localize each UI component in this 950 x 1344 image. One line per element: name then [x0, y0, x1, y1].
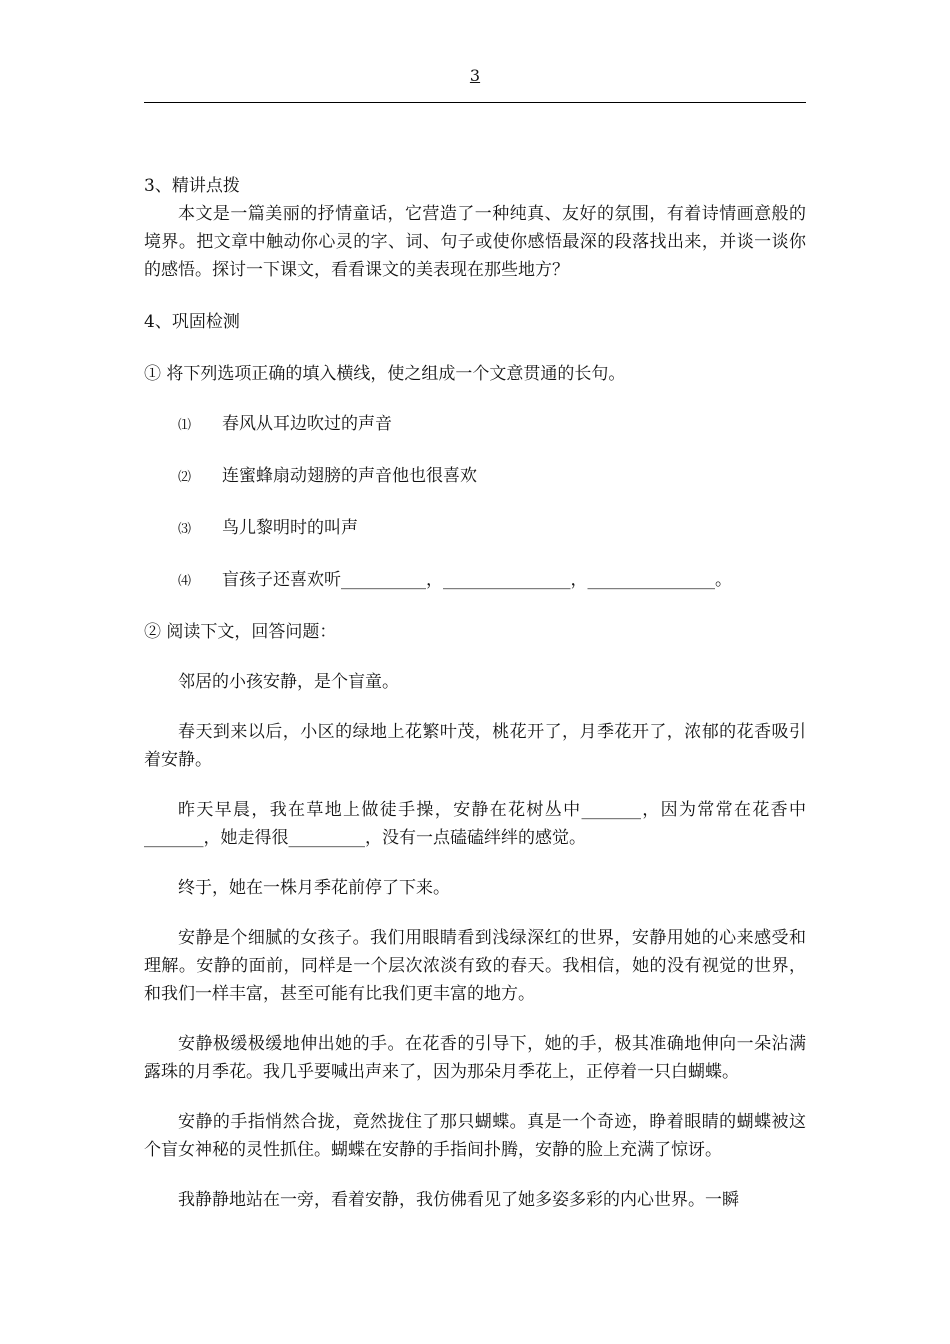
- option-text: 春风从耳边吹过的声音: [222, 414, 392, 434]
- option-text: 鸟儿黎明时的叫声: [222, 518, 358, 538]
- option-number: ⑴: [178, 418, 192, 433]
- option-item: [144, 410, 806, 440]
- question-2-intro: ② 阅读下文，回答问题：: [144, 622, 337, 642]
- section-3-paragraph: 本文是一篇美丽的抒情童话，它营造了一种纯真、友好的氛围，有着诗情画意般的境界。把文章中触动你心灵的字、词、句子或使你感悟最深的段落找出来，并谈一谈你的感悟。探讨一下课文，看看课文的美表现在那些地方？: [144, 204, 806, 280]
- passage-paragraph: 我静静地站在一旁，看着安静，我仿佛看见了她多姿多彩的内心世界。一瞬: [178, 1190, 739, 1210]
- passage-paragraph: 安静是个细腻的女孩子。我们用眼睛看到浅绿深红的世界，安静用她的心来感受和理解。安静的面前，同样是一个层次浓淡有致的春天。我相信，她的没有视觉的世界，和我们一样丰富，甚至可能有比我们更丰富的地方。: [144, 928, 806, 1004]
- passage-paragraph: 邻居的小孩安静，是个盲童。: [178, 672, 399, 692]
- header-rule: [144, 102, 806, 103]
- option-text: 盲孩子还喜欢听__________，_______________，_______________。: [222, 570, 732, 590]
- option-item: [144, 462, 806, 492]
- section-4-heading: 4、巩固检测: [144, 312, 240, 332]
- option-item: [144, 566, 806, 596]
- page-number-text: 3: [469, 66, 481, 85]
- option-number: ⑷: [178, 574, 192, 589]
- option-number: ⑵: [178, 470, 192, 485]
- passage-paragraph: 春天到来以后，小区的绿地上花繁叶茂，桃花开了，月季花开了，浓郁的花香吸引着安静。: [144, 722, 806, 770]
- passage-paragraph: 昨天早晨，我在草地上做徒手操，安静在花树丛中_______，因为常常在花香中_______，她走得很_________，没有一点磕磕绊绊的感觉。: [144, 800, 806, 848]
- option-item: [144, 514, 806, 544]
- option-number: ⑶: [178, 522, 192, 537]
- document-body: [144, 172, 806, 1214]
- section-3-heading: 3、精讲点拨: [144, 176, 240, 196]
- question-1-intro: ① 将下列选项正确的填入横线，使之组成一个文意贯通的长句。: [144, 364, 626, 384]
- passage-paragraph: 终于，她在一株月季花前停了下来。: [178, 878, 450, 898]
- passage-paragraph: 安静的手指悄然合拢，竟然拢住了那只蝴蝶。真是一个奇迹，睁着眼睛的蝴蝶被这个盲女神秘的灵性抓住。蝴蝶在安静的手指间扑腾，安静的脸上充满了惊讶。: [144, 1112, 806, 1160]
- passage-paragraph: 安静极缓极缓地伸出她的手。在花香的引导下，她的手，极其准确地伸向一朵沾满露珠的月季花。我几乎要喊出声来了，因为那朵月季花上，正停着一只白蝴蝶。: [144, 1034, 806, 1082]
- page-number: [0, 66, 950, 85]
- option-text: 连蜜蜂扇动翅膀的声音他也很喜欢: [222, 466, 477, 486]
